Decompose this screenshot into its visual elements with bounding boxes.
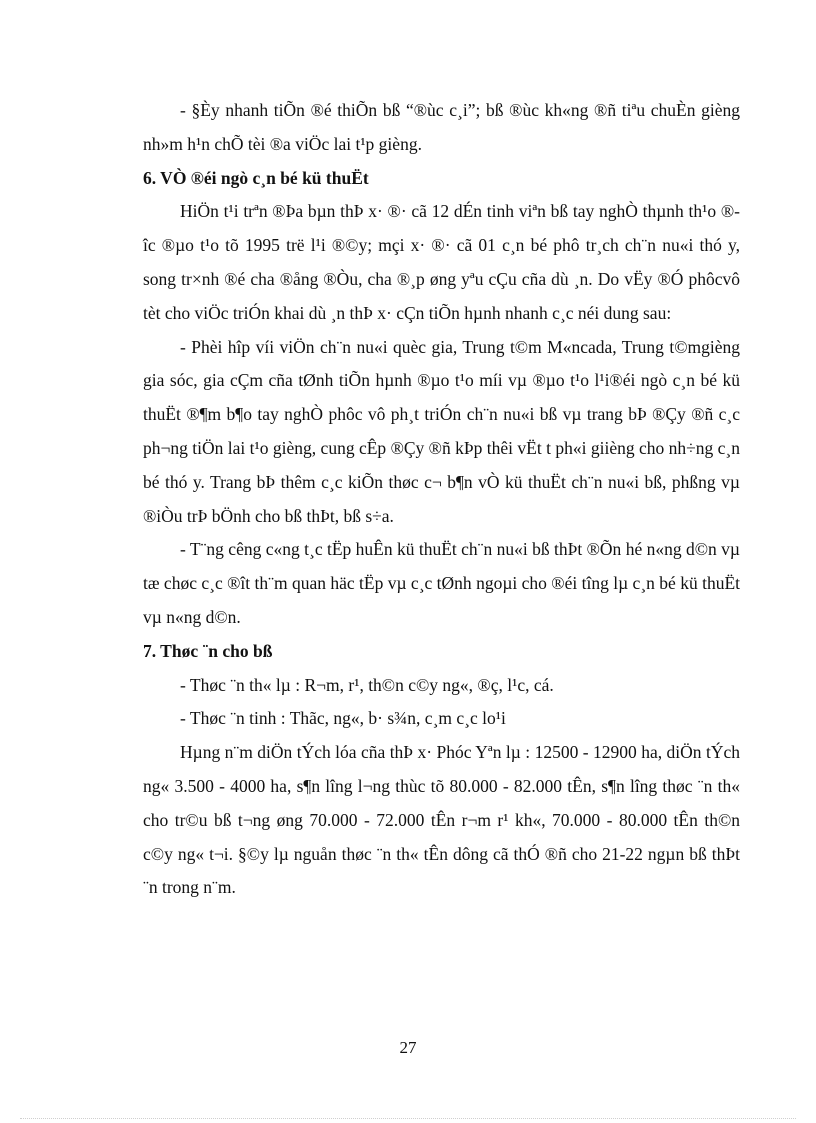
section-heading-cattle-feed: 7. Thøc ¨n cho bß	[143, 640, 273, 661]
paragraph-coordination-training: - Phèi hîp víi viÖn ch¨n nu«i quèc gia, Trung t©m M«ncada, Trung t©mgièng gia sóc, gia cÇm cña tØnh tiÕn hµnh ®µo t¹o míi vµ ®µo t¹o l¹i®éi ngò c¸n bé kü thuËt ®¶m b¶o tay nghÒ phôc vô ph¸t triÓn ch¨n nu«i bß vµ trang bÞ ®Çy ®ñ c¸c ph¬ng tiÖn lai t¹o gièng, cung cÊp ®Çy ®ñ kÞp thêi vËt t ph«i giièng cho nh÷ng c¸n bé thó y. Trang bÞ thêm c¸c kiÕn thøc c¬ b¶n vÒ kü thuËt ch¨n nu«i bß, phßng vµ ®iÒu trÞ bÖnh cho bß thÞt, bß s÷a.	[143, 336, 740, 526]
section-heading-technical-staff: 6. VÒ ®éi ngò c¸n bé kü thuËt	[143, 167, 369, 188]
paragraph-concentrate: - Thøc ¨n tinh : Thãc, ng«, b· s¾n, c¸m c¸c lo¹i	[180, 708, 506, 729]
paragraph-feed-supply: Hµng n¨m diÖn tÝch lóa cña thÞ x· Phóc Yªn lµ : 12500 - 12900 ha, diÖn tÝch ng« 3.500 - 4000 ha, s¶n lîng l¬ng thùc tõ 80.000 - 82.000 tÊn, s¶n lîng thøc ¨n th« cho tr©u bß t¬ng øng 70.000 - 72.000 tÊn r¬m r¹ kh«, 70.000 - 80.000 tÊn th©n c©y ng« t¬i. §©y lµ nguån thøc ¨n th« tÊn dông cã thÓ ®ñ cho 21-22 ngµn bß thÞt ¨n trong n¨m.	[143, 742, 740, 898]
page-body	[143, 94, 740, 905]
paragraph-extension-training: - T¨ng cêng c«ng t¸c tËp huÊn kü thuËt ch¨n nu«i bß thÞt ®Õn hé n«ng d©n vµ tæ chøc c¸c ®ît th¨m quan häc tËp vµ c¸c tØnh ngoµi cho ®éi tîng lµ c¸n bé kü thuËt vµ n«ng d©n.	[143, 539, 740, 627]
paragraph-breeding-control: - §Èy nhanh tiÕn ®é thiÕn bß “®ùc c¸i”; bß ®ùc kh«ng ®ñ tiªu chuÈn gièng nh»m h¹n chÕ tèi ®a viÖc lai t¹p gièng.	[143, 100, 740, 154]
page-bottom-divider	[20, 1118, 796, 1119]
page-number: 27	[399, 1038, 417, 1057]
paragraph-roughage: - Thøc ¨n th« lµ : R¬m, r¹, th©n c©y ng«, ®ç, l¹c, cá.	[180, 674, 554, 695]
paragraph-technical-staff: HiÖn t¹i trªn ®Þa bµn thÞ x· ®· cã 12 dÉn tinh viªn bß tay nghÒ thµnh th¹o ®îc ®µo t¹o tõ 1995 trë l¹i ®©y; mçi x· ®· cã 01 c¸n bé phô tr¸ch ch¨n nu«i thó y, song tr×nh ®é cha ®ång ®Òu, cha ®¸p øng yªu cÇu cña dù ¸n. Do vËy ®Ó phôcvô tèt cho viÖc triÓn khai dù ¸n thÞ x· cÇn tiÕn hµnh nhanh c¸c néi dung sau:	[143, 201, 740, 323]
